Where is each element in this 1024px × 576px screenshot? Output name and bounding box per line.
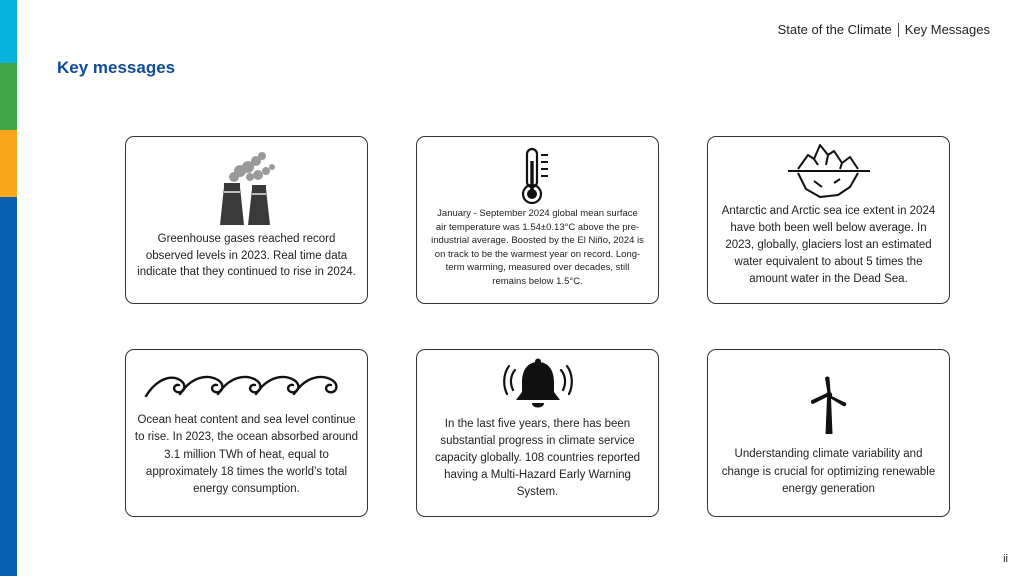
side-bar-blue-segment <box>0 197 17 576</box>
card-text: Antarctic and Arctic sea ice extent in 2024 have both been well below average. In 2023, globally, glaciers lost an estimated water equivalent to about 5 times the amount water in the Dead Sea. <box>721 205 936 285</box>
side-bar-green-segment <box>0 63 17 130</box>
side-bar-orange-segment <box>0 130 17 197</box>
card-text: January - September 2024 global mean surface air temperature was 1.54±0.13°C above the pre-industrial average. Boosted by the El Niño, 2024 is on track to be the warmest year on record. Long-term warming, measured over decades, still remains below 1.5°C. <box>431 208 644 287</box>
header-separator <box>898 23 899 37</box>
card-text: Greenhouse gases reached record observed levels in 2023. Real time data indicate that they continued to rise in 2024. <box>137 233 356 278</box>
side-bar-cyan-segment <box>0 0 17 63</box>
iceberg-icon <box>708 141 949 201</box>
key-message-card-greenhouse-gases <box>125 136 368 304</box>
header-section: Key Messages <box>904 22 990 37</box>
card-text: Ocean heat content and sea level continue to rise. In 2023, the ocean absorbed around 3.1 million TWh of heat, equal to approximately 18 times the world’s total energy consumption. <box>134 414 359 496</box>
key-message-card-temperature <box>416 136 659 304</box>
card-text: In the last five years, there has been substantial progress in climate service capacity globally. 108 countries reported having a Multi-Hazard Early Warning System. <box>435 418 640 498</box>
alarm-bell-icon <box>417 358 658 412</box>
key-message-card-ocean-heat <box>125 349 368 517</box>
key-message-card-sea-ice <box>707 136 950 304</box>
running-header <box>778 22 990 37</box>
thermometer-icon <box>417 147 658 205</box>
page-title: Key messages <box>57 58 176 77</box>
key-message-card-renewable-energy <box>707 349 950 517</box>
header-doc-title: State of the Climate <box>777 22 892 37</box>
ocean-waves-icon <box>126 368 367 402</box>
factory-smoke-icon <box>126 147 367 227</box>
side-color-bar <box>0 0 17 576</box>
card-text: Understanding climate variability and change is crucial for optimizing renewable energy generation <box>721 448 936 495</box>
key-message-card-early-warning <box>416 349 659 517</box>
wind-turbine-icon <box>708 376 949 436</box>
page-number: ii <box>1003 553 1008 565</box>
